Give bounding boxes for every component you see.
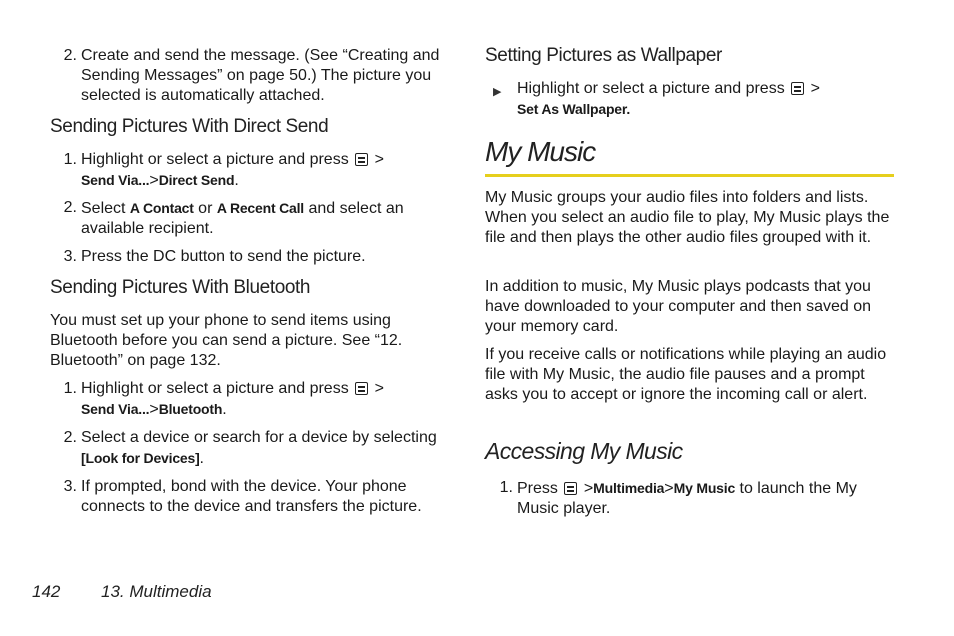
menu-path-bluetooth: Bluetooth bbox=[158, 401, 223, 417]
list-number: 2. bbox=[63, 199, 77, 216]
menu-path-my-music: My Music bbox=[673, 480, 736, 496]
list-number: 3. bbox=[63, 478, 77, 495]
section-heading-accessing: Accessing My Music bbox=[485, 438, 683, 464]
list-number: 3. bbox=[63, 248, 77, 265]
menu-key-icon bbox=[564, 482, 577, 495]
option-set-as-wallpaper: Set As Wallpaper. bbox=[517, 101, 631, 117]
menu-key-icon bbox=[355, 153, 368, 166]
separator-gt: > bbox=[583, 480, 594, 497]
list-text: Select a device or search for a device by selecting bbox=[81, 429, 437, 446]
list-number: 1. bbox=[63, 151, 77, 168]
punctuation: . bbox=[222, 401, 227, 418]
menu-path-send-via: Send Via... bbox=[81, 401, 150, 417]
option-a-recent-call: A Recent Call bbox=[216, 200, 304, 216]
list-item bbox=[63, 428, 461, 469]
list-item bbox=[63, 477, 456, 517]
list-item bbox=[63, 247, 461, 267]
punctuation: . bbox=[234, 172, 239, 189]
list-text: or bbox=[198, 200, 213, 217]
list-text: If prompted, bond with the device. Your phone connects to the device and transfers the picture. bbox=[81, 478, 422, 515]
separator-gt: > bbox=[374, 380, 384, 397]
list-text: Create and send the message. (See “Creating and Sending Messages” on page 50.) The picture you selected is automatically attached. bbox=[81, 47, 440, 104]
list-item bbox=[63, 198, 461, 239]
list-number: 1. bbox=[63, 380, 77, 397]
section-heading-bluetooth: Sending Pictures With Bluetooth bbox=[50, 277, 311, 298]
menu-path-direct-send: Direct Send bbox=[158, 172, 235, 188]
list-item bbox=[63, 379, 461, 420]
list-text: Press the DC button to send the picture. bbox=[81, 248, 366, 265]
punctuation: . bbox=[199, 450, 204, 467]
title-rule bbox=[485, 174, 894, 177]
paragraph: If you receive calls or notifications while playing an audio file with My Music, the audio file pauses and a prompt asks you to accept or ignore the incoming call or alert. bbox=[485, 346, 887, 403]
bullet-arrow-icon: ▶ bbox=[493, 86, 502, 98]
chapter-name: 13. Multimedia bbox=[101, 582, 212, 601]
list-text: Press bbox=[517, 480, 558, 497]
list-number: 1. bbox=[499, 479, 513, 496]
separator-gt: > bbox=[810, 80, 820, 97]
list-item bbox=[499, 478, 897, 519]
list-text: Select bbox=[81, 200, 126, 217]
menu-key-icon bbox=[791, 82, 804, 95]
list-item bbox=[517, 79, 897, 120]
list-number: 2. bbox=[63, 47, 77, 64]
separator-gt: > bbox=[664, 480, 674, 497]
list-item bbox=[63, 46, 461, 106]
option-look-for-devices: [Look for Devices] bbox=[81, 450, 200, 466]
section-heading-direct-send: Sending Pictures With Direct Send bbox=[50, 116, 329, 137]
paragraph: My Music groups your audio files into folders and lists. When you select an audio file to play, My Music plays the file and then plays the other audio files grouped with it. bbox=[485, 189, 890, 246]
separator-gt: > bbox=[149, 401, 159, 418]
list-text: Highlight or select a picture and press bbox=[517, 80, 785, 97]
separator-gt: > bbox=[374, 151, 384, 168]
page-title: My Music bbox=[485, 136, 596, 167]
menu-path-send-via: Send Via... bbox=[81, 172, 150, 188]
list-text: Highlight or select a picture and press bbox=[81, 380, 349, 397]
list-item bbox=[63, 150, 461, 191]
page-number: 142 bbox=[32, 582, 61, 601]
list-text: Highlight or select a picture and press bbox=[81, 151, 349, 168]
menu-key-icon bbox=[355, 382, 368, 395]
separator-gt: > bbox=[149, 172, 159, 189]
menu-path-multimedia: Multimedia bbox=[593, 480, 665, 496]
list-text: and select an available recipient. bbox=[81, 200, 404, 237]
list-text: to launch the My Music player. bbox=[517, 480, 857, 517]
bluetooth-intro: You must set up your phone to send items using Bluetooth before you can send a picture. See “12. Bluetooth” on page 132. bbox=[50, 312, 403, 369]
option-a-contact: A Contact bbox=[129, 200, 194, 216]
section-heading-wallpaper: Setting Pictures as Wallpaper bbox=[485, 45, 722, 66]
paragraph: In addition to music, My Music plays podcasts that you have downloaded to your computer and then saved on your memory card. bbox=[485, 278, 872, 335]
list-number: 2. bbox=[63, 429, 77, 446]
